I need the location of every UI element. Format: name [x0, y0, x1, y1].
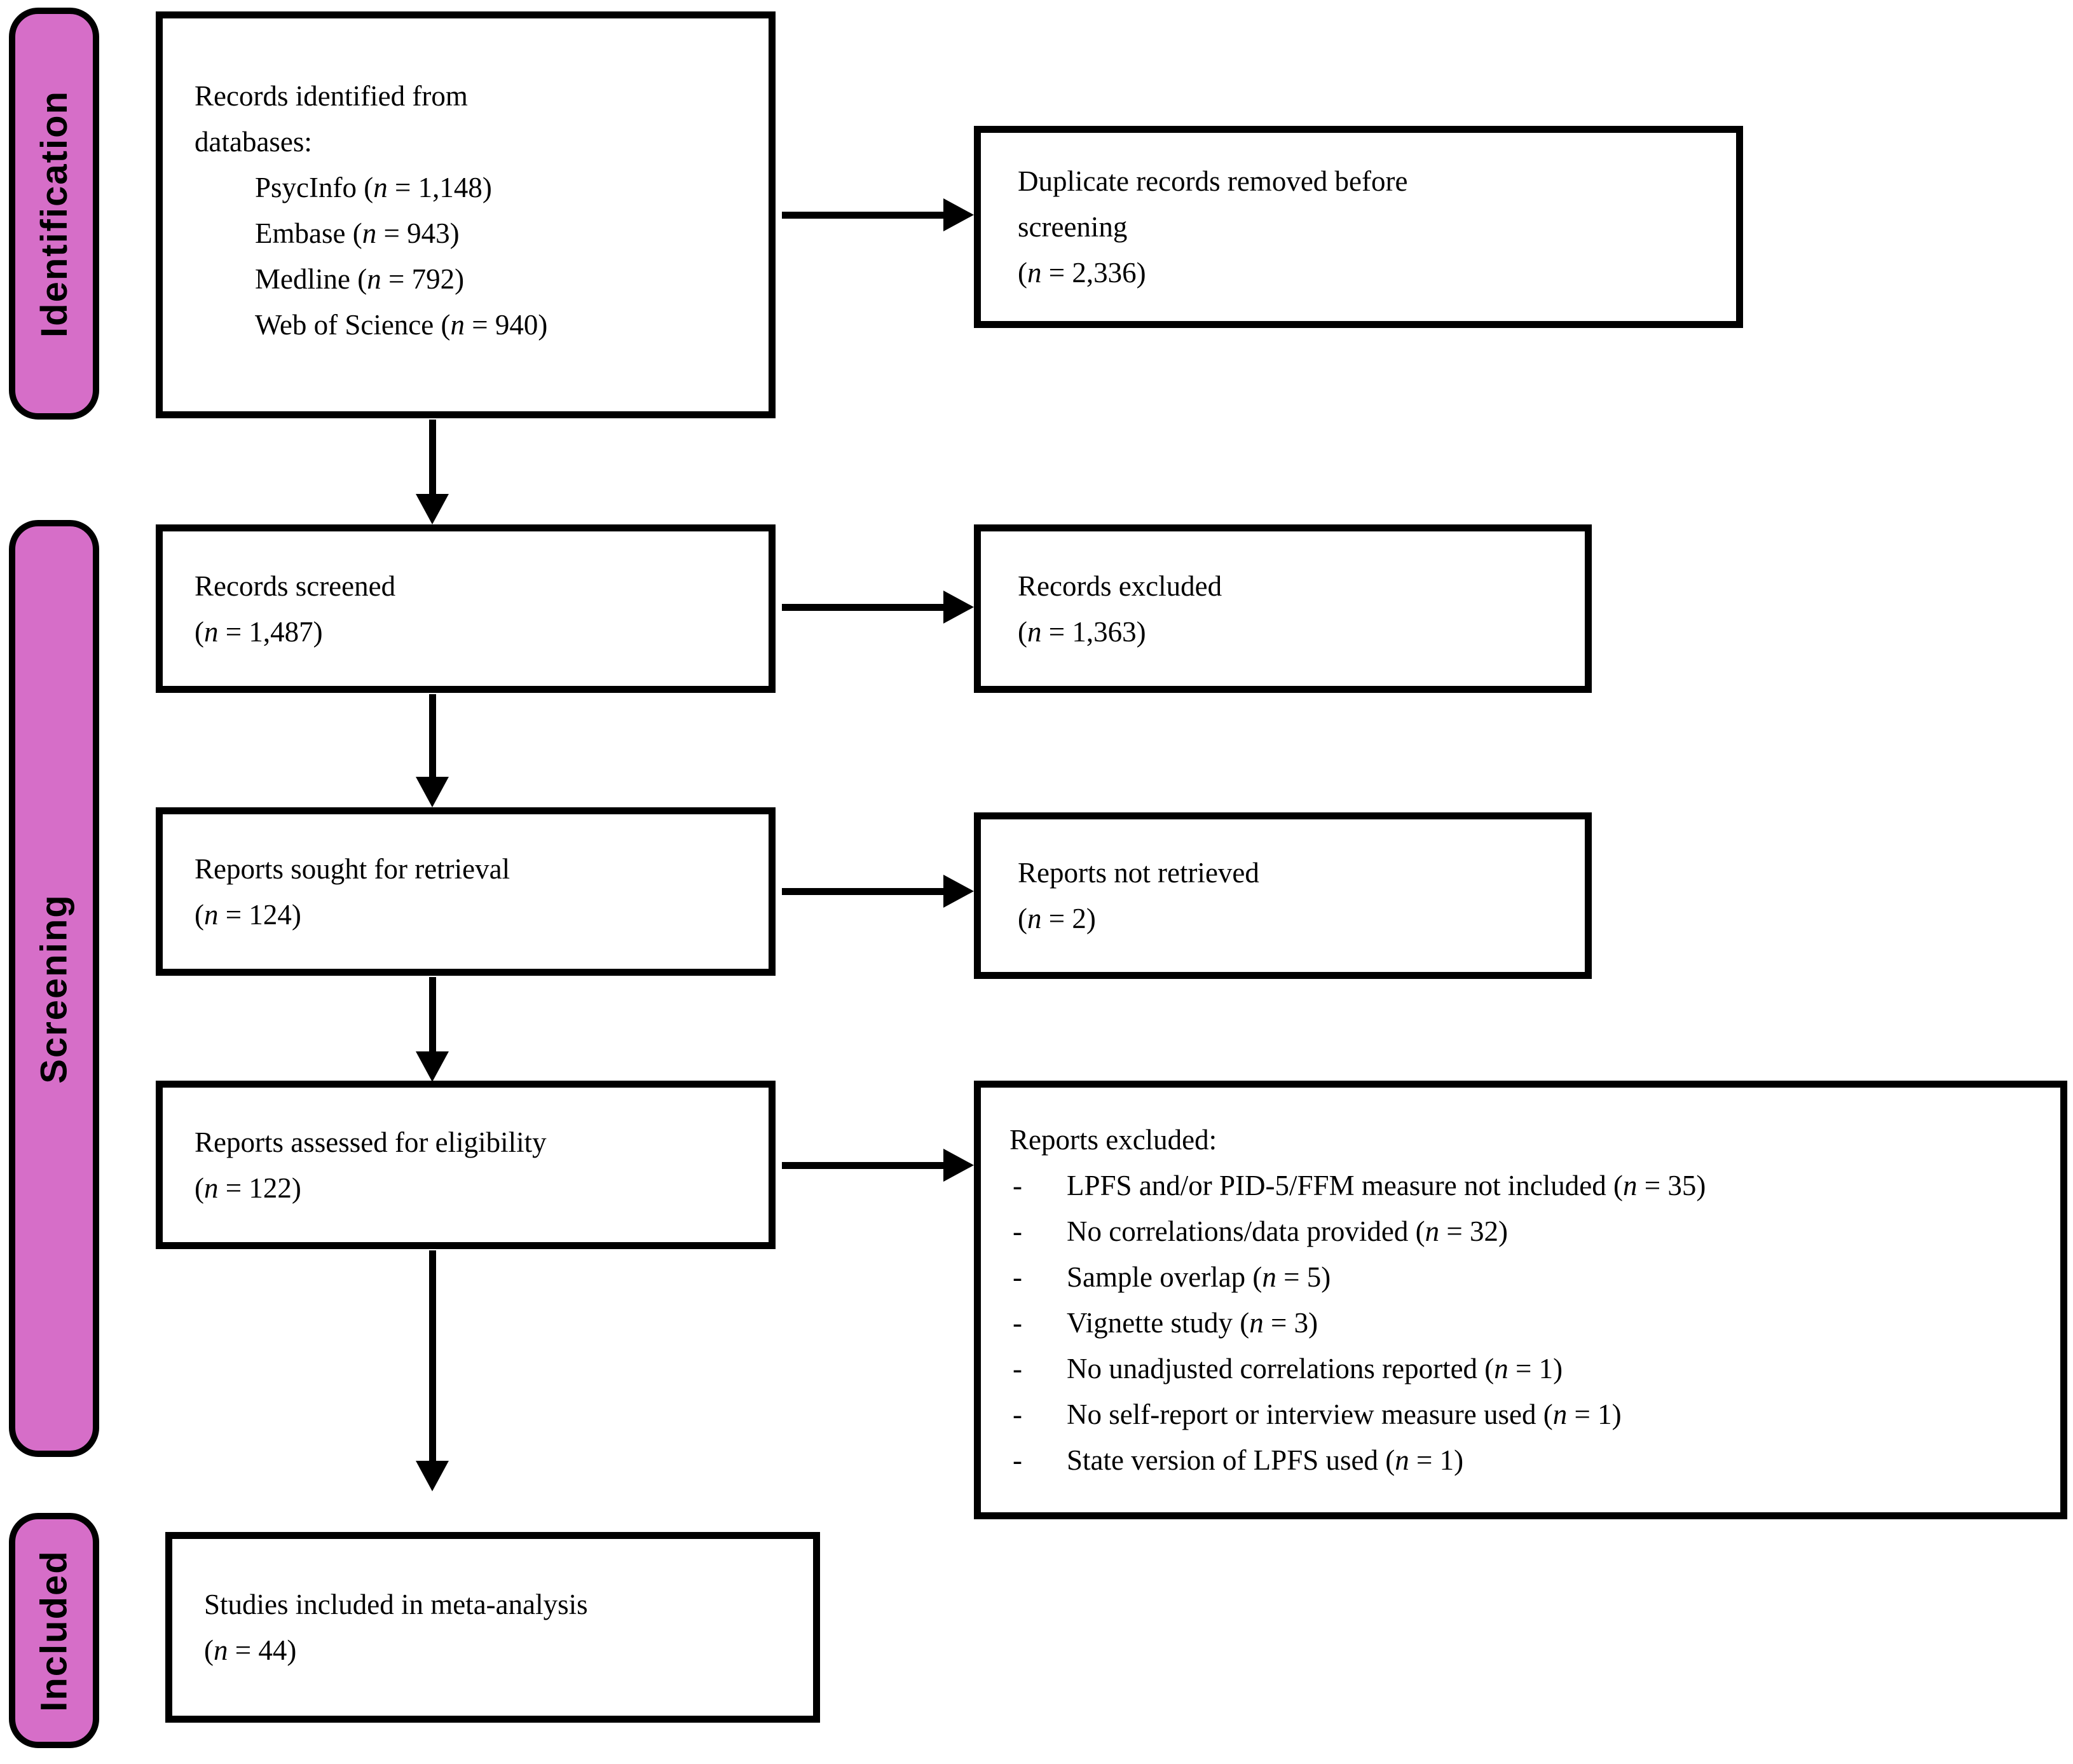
database-count-psycinfo: PsycInfo (n = 1,148) [255, 172, 492, 203]
stage-included [9, 1513, 99, 1748]
exclusion-reason-state-version: State version of LPFS used (n = 1) [1067, 1444, 1464, 1476]
dash-bullet: - [1013, 1444, 1022, 1476]
records-excluded-count: (n = 1,363) [1018, 615, 1146, 648]
arrow-identified-to-duplicates-head [943, 198, 974, 231]
exclusion-reason-row [1013, 1300, 2060, 1346]
arrow-identified-to-screened-shaft [429, 420, 436, 495]
reports-assessed-count: (n = 122) [195, 1172, 301, 1204]
exclusion-reason-lpfs-pid5: LPFS and/or PID-5/FFM measure not included (n = 35) [1067, 1170, 1706, 1201]
dash-bullet: - [1013, 1170, 1022, 1201]
duplicates-line2: screening [1018, 211, 1128, 243]
duplicates-line1: Duplicate records removed before [1018, 165, 1408, 197]
arrow-assessed-to-reasons-shaft [782, 1162, 945, 1169]
box-reports-excluded-reasons [974, 1081, 2067, 1519]
exclusion-reason-no-self-report: No self-report or interview measure used (n = 1) [1067, 1398, 1622, 1430]
reports-sought-label: Reports sought for retrieval [195, 852, 510, 885]
box-records-excluded [974, 524, 1592, 693]
reports-sought-count: (n = 124) [195, 898, 301, 931]
exclusion-reason-row [1013, 1391, 2060, 1437]
exclusion-reason-row [1013, 1254, 2060, 1300]
records-identified-title-line1: Records identified from [195, 80, 468, 112]
dash-bullet: - [1013, 1215, 1022, 1247]
dash-bullet: - [1013, 1307, 1022, 1339]
arrow-identified-to-duplicates-shaft [782, 212, 945, 219]
studies-included-label: Studies included in meta-analysis [204, 1589, 588, 1620]
studies-included-count: (n = 44) [204, 1634, 297, 1666]
reports-assessed-label: Reports assessed for eligibility [195, 1126, 547, 1158]
exclusion-reason-row [1013, 1163, 2060, 1208]
dash-bullet: - [1013, 1353, 1022, 1385]
dash-bullet: - [1013, 1398, 1022, 1430]
records-identified-title-line2: databases: [195, 126, 312, 158]
box-duplicates-removed [974, 126, 1743, 328]
database-count-embase: Embase (n = 943) [255, 217, 460, 249]
box-records-screened [156, 524, 776, 693]
exclusion-reason-no-unadjusted: No unadjusted correlations reported (n = 1) [1067, 1353, 1563, 1385]
records-screened-count: (n = 1,487) [195, 615, 323, 648]
box-reports-assessed [156, 1081, 776, 1249]
stage-identification-label: Identification [33, 90, 75, 338]
arrow-screened-to-sought-head [416, 777, 449, 807]
exclusion-reason-no-correlations: No correlations/data provided (n = 32) [1067, 1215, 1508, 1247]
reports-excluded-title: Reports excluded: [1009, 1124, 1217, 1156]
arrow-identified-to-screened-head [416, 494, 449, 524]
reports-excluded-list [1013, 1163, 2060, 1483]
exclusion-reason-row [1013, 1208, 2060, 1254]
arrow-screened-to-sought-shaft [429, 694, 436, 777]
database-count-web-of-science: Web of Science (n = 940) [255, 309, 548, 341]
arrow-sought-to-assessed-head [416, 1051, 449, 1082]
arrow-sought-to-not-retrieved-shaft [782, 888, 945, 895]
exclusion-reason-row [1013, 1437, 2060, 1483]
reports-not-retrieved-label: Reports not retrieved [1018, 857, 1259, 889]
arrow-screened-to-excluded-shaft [782, 604, 945, 611]
arrow-sought-to-assessed-shaft [429, 977, 436, 1052]
arrow-screened-to-excluded-head [943, 591, 974, 624]
exclusion-reason-sample-overlap: Sample overlap (n = 5) [1067, 1261, 1331, 1293]
exclusion-reason-row [1013, 1346, 2060, 1391]
dash-bullet: - [1013, 1261, 1022, 1293]
arrow-assessed-to-included-head [416, 1461, 449, 1491]
stage-screening-label: Screening [33, 893, 75, 1084]
arrow-sought-to-not-retrieved-head [943, 875, 974, 908]
box-reports-not-retrieved [974, 812, 1592, 979]
stage-identification [9, 8, 99, 420]
stage-screening [9, 520, 99, 1457]
reports-not-retrieved-count: (n = 2) [1018, 903, 1096, 934]
arrow-assessed-to-reasons-head [943, 1149, 974, 1182]
records-excluded-label: Records excluded [1018, 570, 1222, 602]
arrow-assessed-to-included-shaft [429, 1250, 436, 1461]
box-studies-included [165, 1532, 820, 1723]
box-reports-sought [156, 807, 776, 976]
duplicates-count: (n = 2,336) [1018, 257, 1146, 289]
exclusion-reason-vignette: Vignette study (n = 3) [1067, 1307, 1318, 1339]
box-records-identified [156, 11, 776, 418]
stage-included-label: Included [33, 1549, 75, 1712]
database-count-medline: Medline (n = 792) [255, 263, 465, 295]
records-screened-label: Records screened [195, 570, 396, 602]
